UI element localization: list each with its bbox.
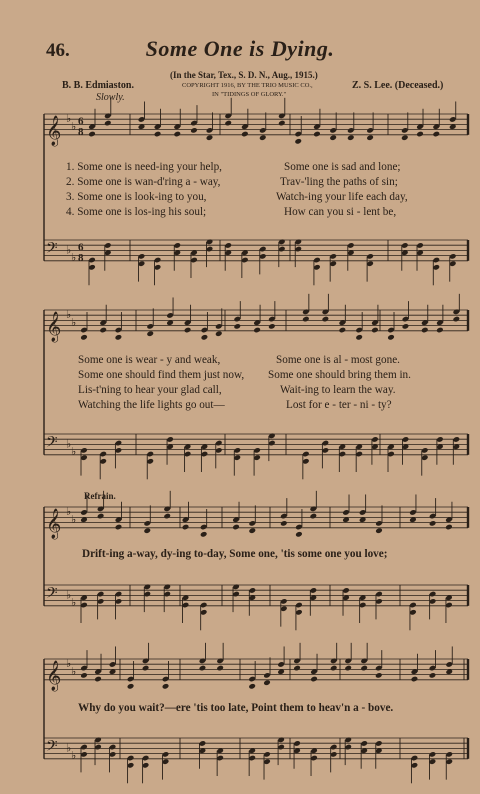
note-head [330, 665, 338, 672]
verse-1-line-1-left: 1. Some one is need-ing your help, [66, 161, 222, 173]
flat-icon: ♭ [66, 741, 72, 755]
flat-icon: ♭ [66, 112, 72, 126]
refrain-line-2: Why do you wait?—ere 'tis too late, Point them to heav'n a - bove. [78, 702, 394, 714]
note-head [206, 134, 214, 141]
treble-clef-icon: 𝄞 [46, 115, 62, 146]
lyricist-credit: B. B. Edmiaston. [62, 80, 134, 91]
time-signature: 8 [78, 125, 84, 138]
note-head [182, 524, 190, 531]
flat-icon: ♭ [66, 437, 72, 451]
note-head [142, 665, 150, 672]
note-head [453, 316, 461, 323]
flat-icon: ♭ [71, 749, 77, 763]
note-head [421, 327, 429, 334]
note-head [302, 316, 310, 323]
verse-3-line-1-left: 3. Some one is look-ing to you, [66, 191, 207, 203]
note-head [366, 134, 374, 141]
verse-3-line-1-right: Watch-ing your life each day, [276, 191, 408, 203]
note-head [233, 323, 241, 330]
tempo-marking: Slowly. [96, 92, 125, 103]
flat-icon: ♭ [71, 120, 77, 133]
page-number: 46. [46, 40, 70, 61]
bass-clef-icon: 𝄢 [46, 239, 58, 261]
note-head [432, 131, 440, 138]
note-head [268, 323, 276, 330]
copyright-line-1: COPYRIGHT 1916, BY THE TRIO MUSIC CO., [182, 82, 313, 89]
note-head [445, 524, 453, 531]
note-head [99, 327, 107, 334]
note-head [402, 323, 410, 330]
note-head [339, 327, 347, 334]
note-head [249, 527, 257, 534]
note-head [360, 665, 368, 672]
note-head [401, 134, 409, 141]
bass-clef-icon: 𝄢 [46, 584, 58, 606]
verse-2-line-1-left: 2. Some one is wan-d'ring a - way, [66, 176, 221, 188]
flat-icon: ♭ [71, 251, 77, 265]
flat-icon: ♭ [71, 665, 77, 678]
note-head [143, 527, 151, 534]
verse-4-line-1-right: How can you si - lent be, [284, 206, 397, 218]
note-head [201, 334, 209, 341]
note-head [163, 513, 171, 520]
note-head [259, 134, 267, 141]
note-head [375, 527, 383, 534]
flat-icon: ♭ [66, 588, 72, 602]
note-head [190, 127, 198, 134]
refrain-line-1: Drift-ing a-way, dy-ing to-day, Some one, 'tis some one you love; [82, 548, 388, 560]
flat-icon: ♭ [66, 308, 72, 322]
publication-note: (In the Star, Tex., S. D. N., Aug., 1915.) [170, 70, 318, 80]
note-head [241, 131, 249, 138]
note-head [294, 138, 302, 145]
note-head [97, 513, 105, 520]
verse-4-line-2-right: Lost for e - ter - ni - ty? [286, 399, 392, 411]
composer-credit: Z. S. Lee. (Deceased.) [352, 80, 444, 91]
treble-clef-icon: 𝄞 [46, 660, 62, 691]
note-head [411, 676, 419, 683]
note-head [347, 134, 355, 141]
refrain-label: Refrain. [84, 491, 116, 501]
time-signature: 8 [78, 251, 84, 264]
note-head [80, 672, 88, 679]
note-head [416, 131, 424, 138]
note-head [329, 134, 337, 141]
note-head [344, 665, 352, 672]
flat-icon: ♭ [71, 596, 77, 610]
note-head [429, 672, 437, 679]
note-head [263, 679, 271, 686]
treble-clef-icon: 𝄞 [46, 508, 62, 539]
note-head [253, 327, 261, 334]
note-head [293, 665, 301, 672]
note-head [429, 520, 437, 527]
verse-2-line-2-left: Some one should find them just now, [78, 369, 245, 381]
note-head [295, 531, 303, 538]
flat-icon: ♭ [71, 316, 77, 329]
note-head [80, 334, 88, 341]
flat-icon: ♭ [71, 445, 77, 459]
note-head [248, 683, 256, 690]
verse-1-line-2-right: Some one is al - most gone. [276, 354, 400, 366]
flat-icon: ♭ [66, 243, 72, 257]
note-head [104, 120, 112, 127]
time-signature: 6 [78, 115, 84, 128]
bass-clef-icon: 𝄢 [46, 737, 58, 759]
verse-1-line-2-left: Some one is wear - y and weak, [78, 354, 221, 366]
verse-1-line-1-right: Some one is sad and lone; [284, 161, 401, 173]
note-head [355, 334, 363, 341]
verse-4-line-1-left: 4. Some one is los-ing his soul; [66, 206, 207, 218]
verse-3-line-2-left: Lis-t'ning to hear your glad call, [78, 384, 222, 396]
note-head [215, 330, 223, 337]
note-head [322, 316, 330, 323]
time-signature: 6 [78, 241, 84, 254]
note-head [162, 683, 170, 690]
flat-icon: ♭ [66, 505, 72, 519]
bass-clef-icon: 𝄢 [46, 433, 58, 455]
flat-icon: ♭ [71, 513, 77, 526]
note-head [94, 676, 102, 683]
note-head [154, 131, 162, 138]
note-head [115, 334, 123, 341]
note-head [146, 330, 154, 337]
verse-2-line-1-right: Trav-'ling the paths of sin; [280, 176, 398, 188]
verse-2-line-2-right: Some one should bring them in. [268, 369, 411, 381]
verse-4-line-2-left: Watching the life lights go out— [78, 399, 225, 411]
note-head [224, 120, 232, 127]
flat-icon: ♭ [66, 657, 72, 671]
note-head [387, 334, 395, 341]
copyright-line-2: IN "TIDINGS OF GLORY." [212, 91, 287, 98]
note-head [173, 131, 181, 138]
note-head [310, 676, 318, 683]
note-head [310, 513, 318, 520]
note-head [278, 120, 286, 127]
note-head [199, 665, 207, 672]
note-head [375, 672, 383, 679]
note-head [184, 327, 192, 334]
note-head [127, 683, 135, 690]
note-head [371, 327, 379, 334]
hymn-title: Some One is Dying. [145, 36, 335, 61]
treble-clef-icon: 𝄞 [46, 311, 62, 342]
note-head [88, 131, 96, 138]
note-head [280, 520, 288, 527]
note-head [232, 524, 240, 531]
note-head [216, 665, 224, 672]
note-head [115, 524, 123, 531]
note-head [313, 131, 321, 138]
note-head [200, 531, 208, 538]
verse-3-line-2-right: Wait-ing to learn the way. [280, 384, 396, 396]
note-head [436, 327, 444, 334]
